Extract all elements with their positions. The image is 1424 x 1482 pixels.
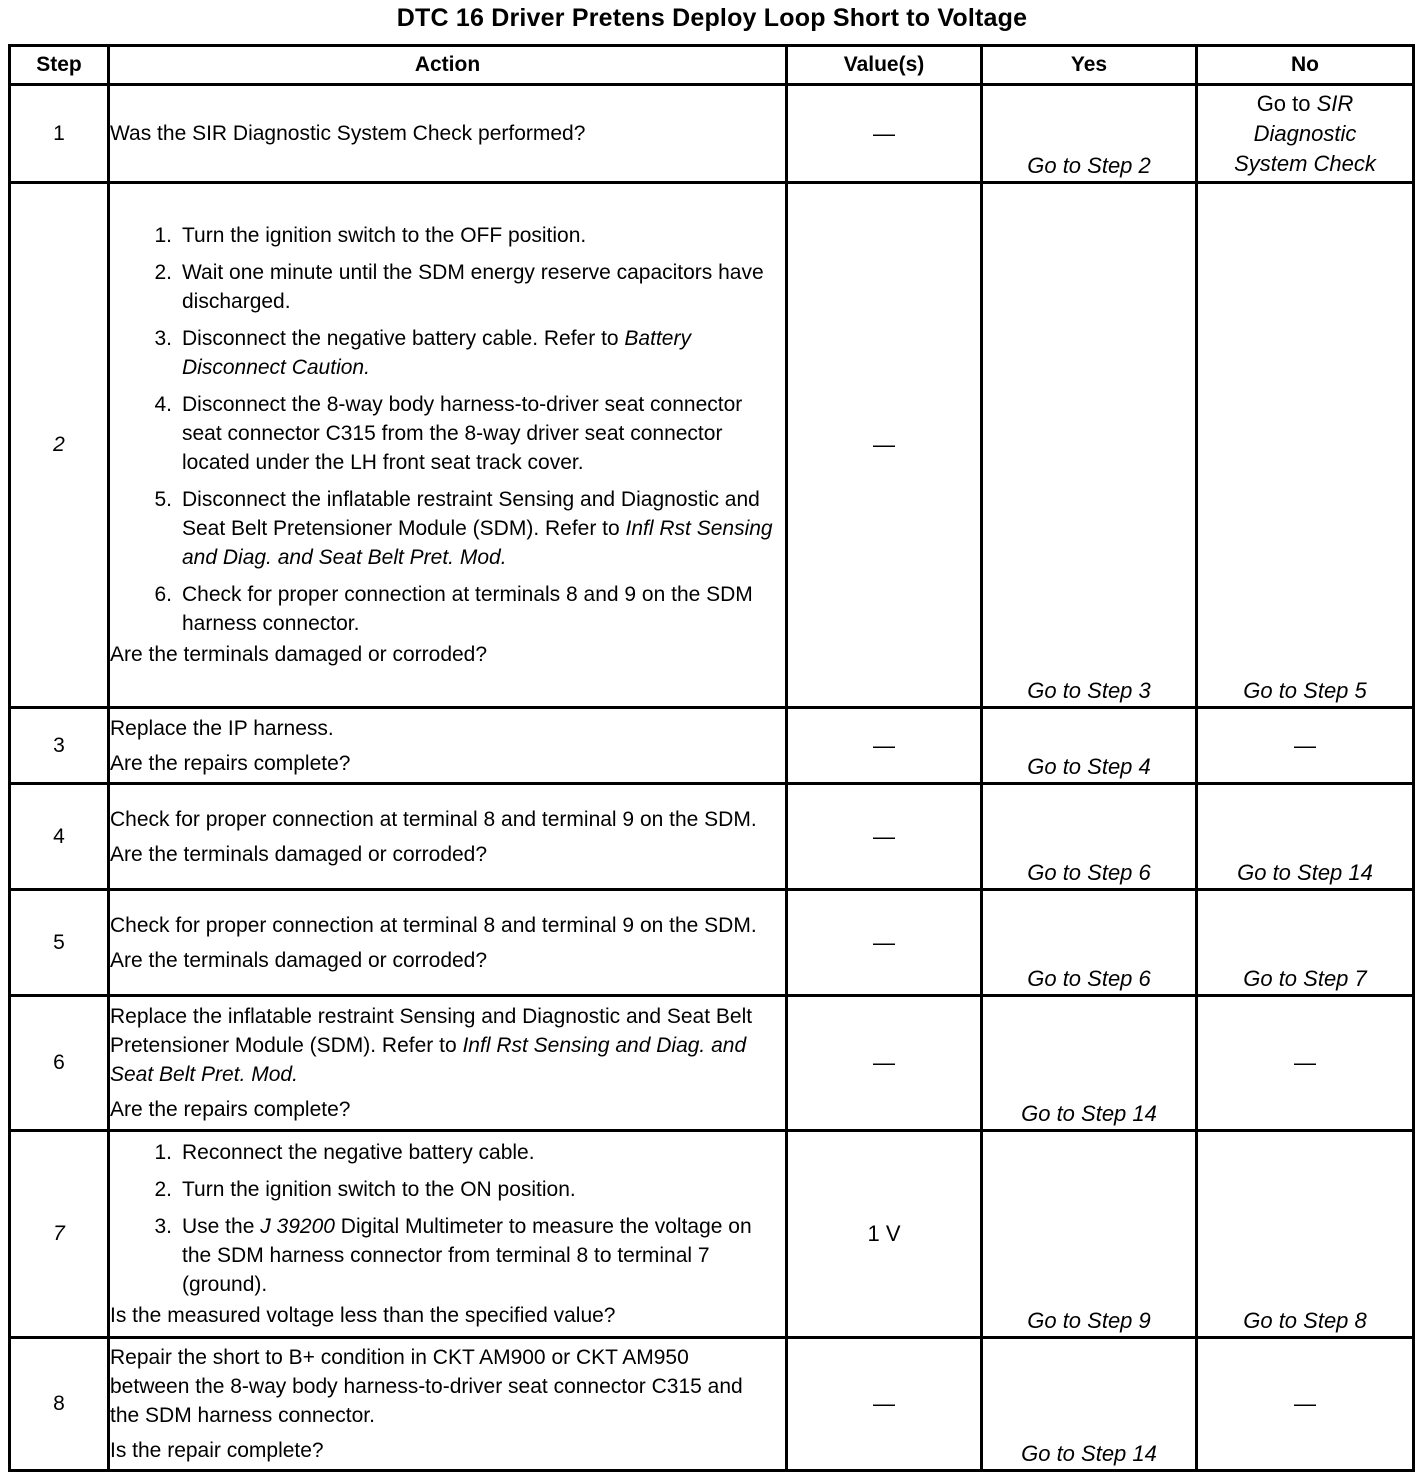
action-cell <box>109 890 787 996</box>
procedure-item: 5. Disconnect the inflatable restraint Sensing and Diagnostic and Seat Belt Pretensioner Module (SDM). Refer to Infl Rst Sensing and Diag. and Seat Belt Pret. Mod. <box>154 488 773 569</box>
value-cell <box>787 708 982 784</box>
no-link-ref-line2: Diagnostic <box>1253 120 1357 146</box>
no-link[interactable]: Go to Step 7 <box>1243 966 1367 991</box>
procedure-item: 1. Turn the ignition switch to the OFF position. <box>154 224 587 247</box>
yes-link[interactable]: Go to Step 3 <box>1027 678 1151 703</box>
value-text: — <box>873 432 895 457</box>
no-link[interactable]: Go to Step 8 <box>1243 1308 1367 1333</box>
action-cell <box>109 784 787 890</box>
no-text: — <box>1294 1050 1316 1075</box>
no-cell <box>1197 183 1414 708</box>
question-text: Are the terminals damaged or corroded? <box>110 948 488 972</box>
procedure-item: 6. Check for proper connection at terminals 8 and 9 on the SDM harness connector. <box>154 583 753 635</box>
no-cell <box>1197 708 1414 784</box>
yes-cell <box>982 85 1197 183</box>
question-text: Are the terminals damaged or corroded? <box>110 842 488 866</box>
step-number: 8 <box>10 1338 109 1471</box>
step-number: 1 <box>10 85 109 183</box>
tool-reference: J 39200 <box>260 1215 335 1238</box>
no-text: — <box>1294 732 1316 758</box>
question-text: Are the repairs complete? <box>110 1098 351 1121</box>
table-row <box>10 183 1414 708</box>
yes-cell <box>982 1338 1197 1471</box>
yes-link[interactable]: Go to Step 14 <box>1021 1101 1157 1126</box>
procedure-item: 2. Wait one minute until the SDM energy reserve capacitors have discharged. <box>154 261 764 313</box>
page-title: DTC 16 Driver Pretens Deploy Loop Short to Voltage <box>396 4 1028 32</box>
action-text: Check for proper connection at terminal 8 and terminal 9 on the SDM. <box>110 913 757 937</box>
procedure-list <box>110 1138 785 1299</box>
action-text: Check for proper connection at terminal 8 and terminal 9 on the SDM. <box>110 807 757 831</box>
yes-link[interactable]: Go to Step 6 <box>1027 860 1151 885</box>
no-cell <box>1197 890 1414 996</box>
value-text: — <box>873 1050 895 1075</box>
step-number: 4 <box>10 784 109 890</box>
action-cell <box>109 183 787 708</box>
no-link-prefix: Go to <box>1256 90 1317 116</box>
yes-link[interactable]: Go to Step 4 <box>1027 754 1151 779</box>
table-row <box>10 890 1414 996</box>
action-cell <box>109 1131 787 1338</box>
no-link[interactable]: Go to Step 5 <box>1243 678 1367 703</box>
value-text: — <box>873 1391 895 1416</box>
procedure-item: 3. Disconnect the negative battery cable. Refer to Battery Disconnect Caution. <box>154 327 691 379</box>
procedure-item: 2. Turn the ignition switch to the ON position. <box>154 1178 576 1201</box>
reference-link[interactable]: Infl Rst Sensing and Diag. and Seat Belt Pret. Mod. <box>182 517 773 569</box>
procedure-list <box>110 221 785 638</box>
action-text: Was the SIR Diagnostic System Check performed? <box>110 122 586 145</box>
action-text: Replace the IP harness. <box>110 716 334 740</box>
action-cell <box>109 1338 787 1471</box>
no-cell <box>1197 784 1414 890</box>
action-cell <box>109 85 787 183</box>
step-number: 5 <box>10 890 109 996</box>
table-header-row <box>10 46 1414 85</box>
action-text: Repair the short to B+ condition in CKT AM900 or CKT AM950 between the 8-way body harness-to-driver seat connector C315 and the SDM harness connector. <box>110 1346 743 1427</box>
value-cell <box>787 183 982 708</box>
question-text: Are the terminals damaged or corroded? <box>110 643 488 666</box>
header-action: Action <box>109 46 787 85</box>
step-number: 7 <box>10 1131 109 1338</box>
header-yes: Yes <box>982 46 1197 85</box>
table-row <box>10 1131 1414 1338</box>
no-text: — <box>1294 1391 1316 1416</box>
yes-cell <box>982 183 1197 708</box>
value-text: — <box>873 823 895 849</box>
question-text: Is the measured voltage less than the specified value? <box>110 1304 616 1327</box>
procedure-item: 1. Reconnect the negative battery cable. <box>154 1141 535 1164</box>
header-step: Step <box>10 46 109 85</box>
action-cell <box>109 996 787 1131</box>
table-row <box>10 1338 1414 1471</box>
yes-link[interactable]: Go to Step 14 <box>1021 1441 1157 1466</box>
value-text: — <box>873 120 895 146</box>
step-number: 6 <box>10 996 109 1131</box>
yes-link[interactable]: Go to Step 2 <box>1027 153 1151 178</box>
value-cell <box>787 784 982 890</box>
value-cell <box>787 996 982 1131</box>
yes-cell <box>982 708 1197 784</box>
value-text: 1 V <box>867 1221 901 1246</box>
no-link-ref: SIR <box>1316 90 1354 116</box>
reference-link[interactable]: Battery Disconnect Caution. <box>182 327 691 379</box>
yes-cell <box>982 996 1197 1131</box>
action-text: Replace the inflatable restraint Sensing and Diagnostic and Seat Belt Pretensioner Module (SDM). Refer to Infl Rst Sensing and Diag. and Seat Belt Pret. Mod. <box>110 1005 753 1086</box>
table-row <box>10 85 1414 183</box>
step-number: 3 <box>10 708 109 784</box>
question-text: Are the repairs complete? <box>110 751 351 775</box>
yes-cell <box>982 890 1197 996</box>
question-text: Is the repair complete? <box>110 1439 324 1462</box>
table-row <box>10 708 1414 784</box>
no-cell <box>1197 1131 1414 1338</box>
table-row <box>10 784 1414 890</box>
reference-link[interactable]: Infl Rst Sensing and Diag. and Seat Belt Pret. Mod. <box>110 1034 747 1086</box>
yes-cell <box>982 1131 1197 1338</box>
value-cell <box>787 85 982 183</box>
value-text: — <box>873 929 895 955</box>
value-text: — <box>873 732 895 758</box>
yes-link[interactable]: Go to Step 6 <box>1027 966 1151 991</box>
procedure-item: 3. Use the J 39200 Digital Multimeter to measure the voltage on the SDM harness connector from terminal 8 to terminal 7 (ground). <box>154 1215 752 1296</box>
yes-cell <box>982 784 1197 890</box>
value-cell <box>787 1131 982 1338</box>
header-no: No <box>1197 46 1414 85</box>
value-cell <box>787 1338 982 1471</box>
yes-link[interactable]: Go to Step 9 <box>1027 1308 1151 1333</box>
header-values: Value(s) <box>787 46 982 85</box>
procedure-item: 4. Disconnect the 8-way body harness-to-driver seat connector seat connector C315 from the 8-way driver seat connector located under the LH front seat track cover. <box>154 393 743 474</box>
no-link[interactable] <box>1198 89 1412 179</box>
table-row <box>10 996 1414 1131</box>
diagnostic-table <box>8 44 1415 1472</box>
action-cell <box>109 708 787 784</box>
step-number: 2 <box>10 183 109 708</box>
no-cell <box>1197 1338 1414 1471</box>
no-cell <box>1197 996 1414 1131</box>
no-cell <box>1197 85 1414 183</box>
no-link[interactable]: Go to Step 14 <box>1237 860 1373 885</box>
no-link-ref-line3: System Check <box>1234 150 1376 176</box>
value-cell <box>787 890 982 996</box>
